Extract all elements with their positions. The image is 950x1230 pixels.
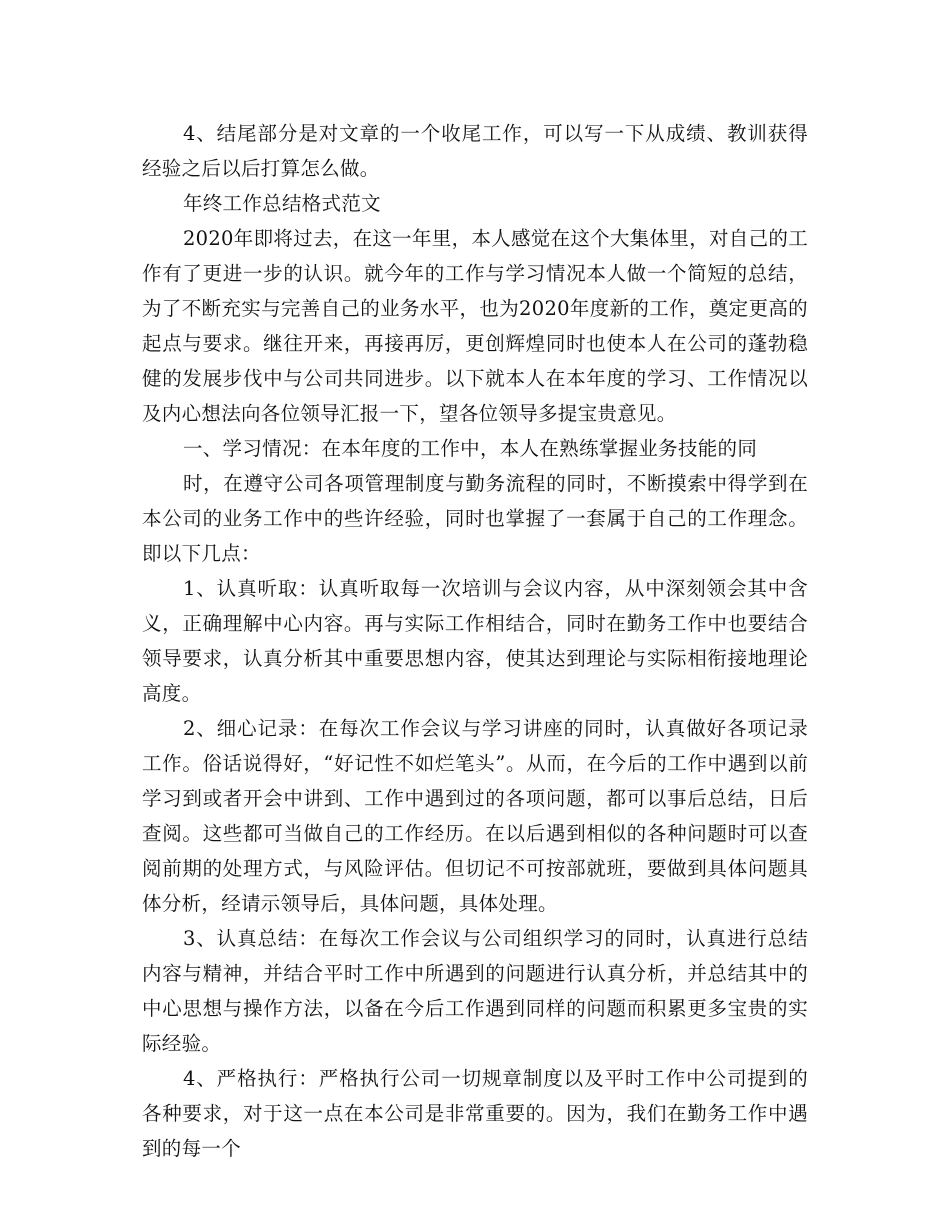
paragraph-study-heading: 一、学习情况：在本年度的工作中，本人在熟练掌握业务技能的同 (182, 437, 758, 460)
paragraph-point-execute: 4、严格执行：严格执行公司一切规章制度以及平时工作中公司提到的各种要求，对于这一点在本公司是非常重要的。因为，我们在勤务工作中遇到的每一个 (142, 1067, 808, 1160)
paragraph-closing-advice: 4、结尾部分是对文章的一个收尾工作，可以写一下从成绩、教训获得经验之后以后打算怎么做。 (142, 122, 808, 180)
document-body (142, 116, 808, 1166)
paragraph-point-summarize: 3、认真总结：在每次工作会议与公司组织学习的同时，认真进行总结内容与精神，并结合平时工作中所遇到的问题进行认真分析，并总结其中的中心思想与操作方法，以备在今后工作遇到同样的问题而积累更多宝贵的实际经验。 (142, 927, 808, 1055)
paragraph-intro: 2020年即将过去，在这一年里，本人感觉在这个大集体里，对自己的工作有了更进一步的认识。就今年的工作与学习情况本人做一个简短的总结，为了不断充实与完善自己的业务水平，也为2020年度新的工作，奠定更高的起点与要求。继往开来，再接再厉，更创辉煌同时也使本人在公司的蓬勃稳健的发展步伐中与公司共同进步。以下就本人在本年度的学习、工作情况以及内心想法向各位领导汇报一下，望各位领导多提宝贵意见。 (142, 227, 808, 425)
paragraph-point-listen: 1、认真听取：认真听取每一次培训与会议内容，从中深刻领会其中含义，正确理解中心内容。再与实际工作相结合，同时在勤务工作中也要结合领导要求，认真分析其中重要思想内容，使其达到理论与实际相衔接地理论高度。 (142, 577, 808, 705)
paragraph-study-continued: 时，在遵守公司各项管理制度与勤务流程的同时，不断摸索中得学到在本公司的业务工作中的些许经验，同时也掌握了一套属于自己的工作理念。即以下几点： (142, 472, 808, 565)
section-title: 年终工作总结格式范文 (182, 192, 381, 215)
paragraph-point-record: 2、细心记录：在每次工作会议与学习讲座的同时，认真做好各项记录工作。俗话说得好，“好记性不如烂笔头”。从而，在今后的工作中遇到以前学习到或者开会中讲到、工作中遇到过的各项问题，都可以事后总结，日后查阅。这些都可当做自己的工作经历。在以后遇到相似的各种问题时可以查阅前期的处理方式，与风险评估。但切记不可按部就班，要做到具体问题具体分析，经请示领导后，具体问题，具体处理。 (142, 717, 808, 915)
